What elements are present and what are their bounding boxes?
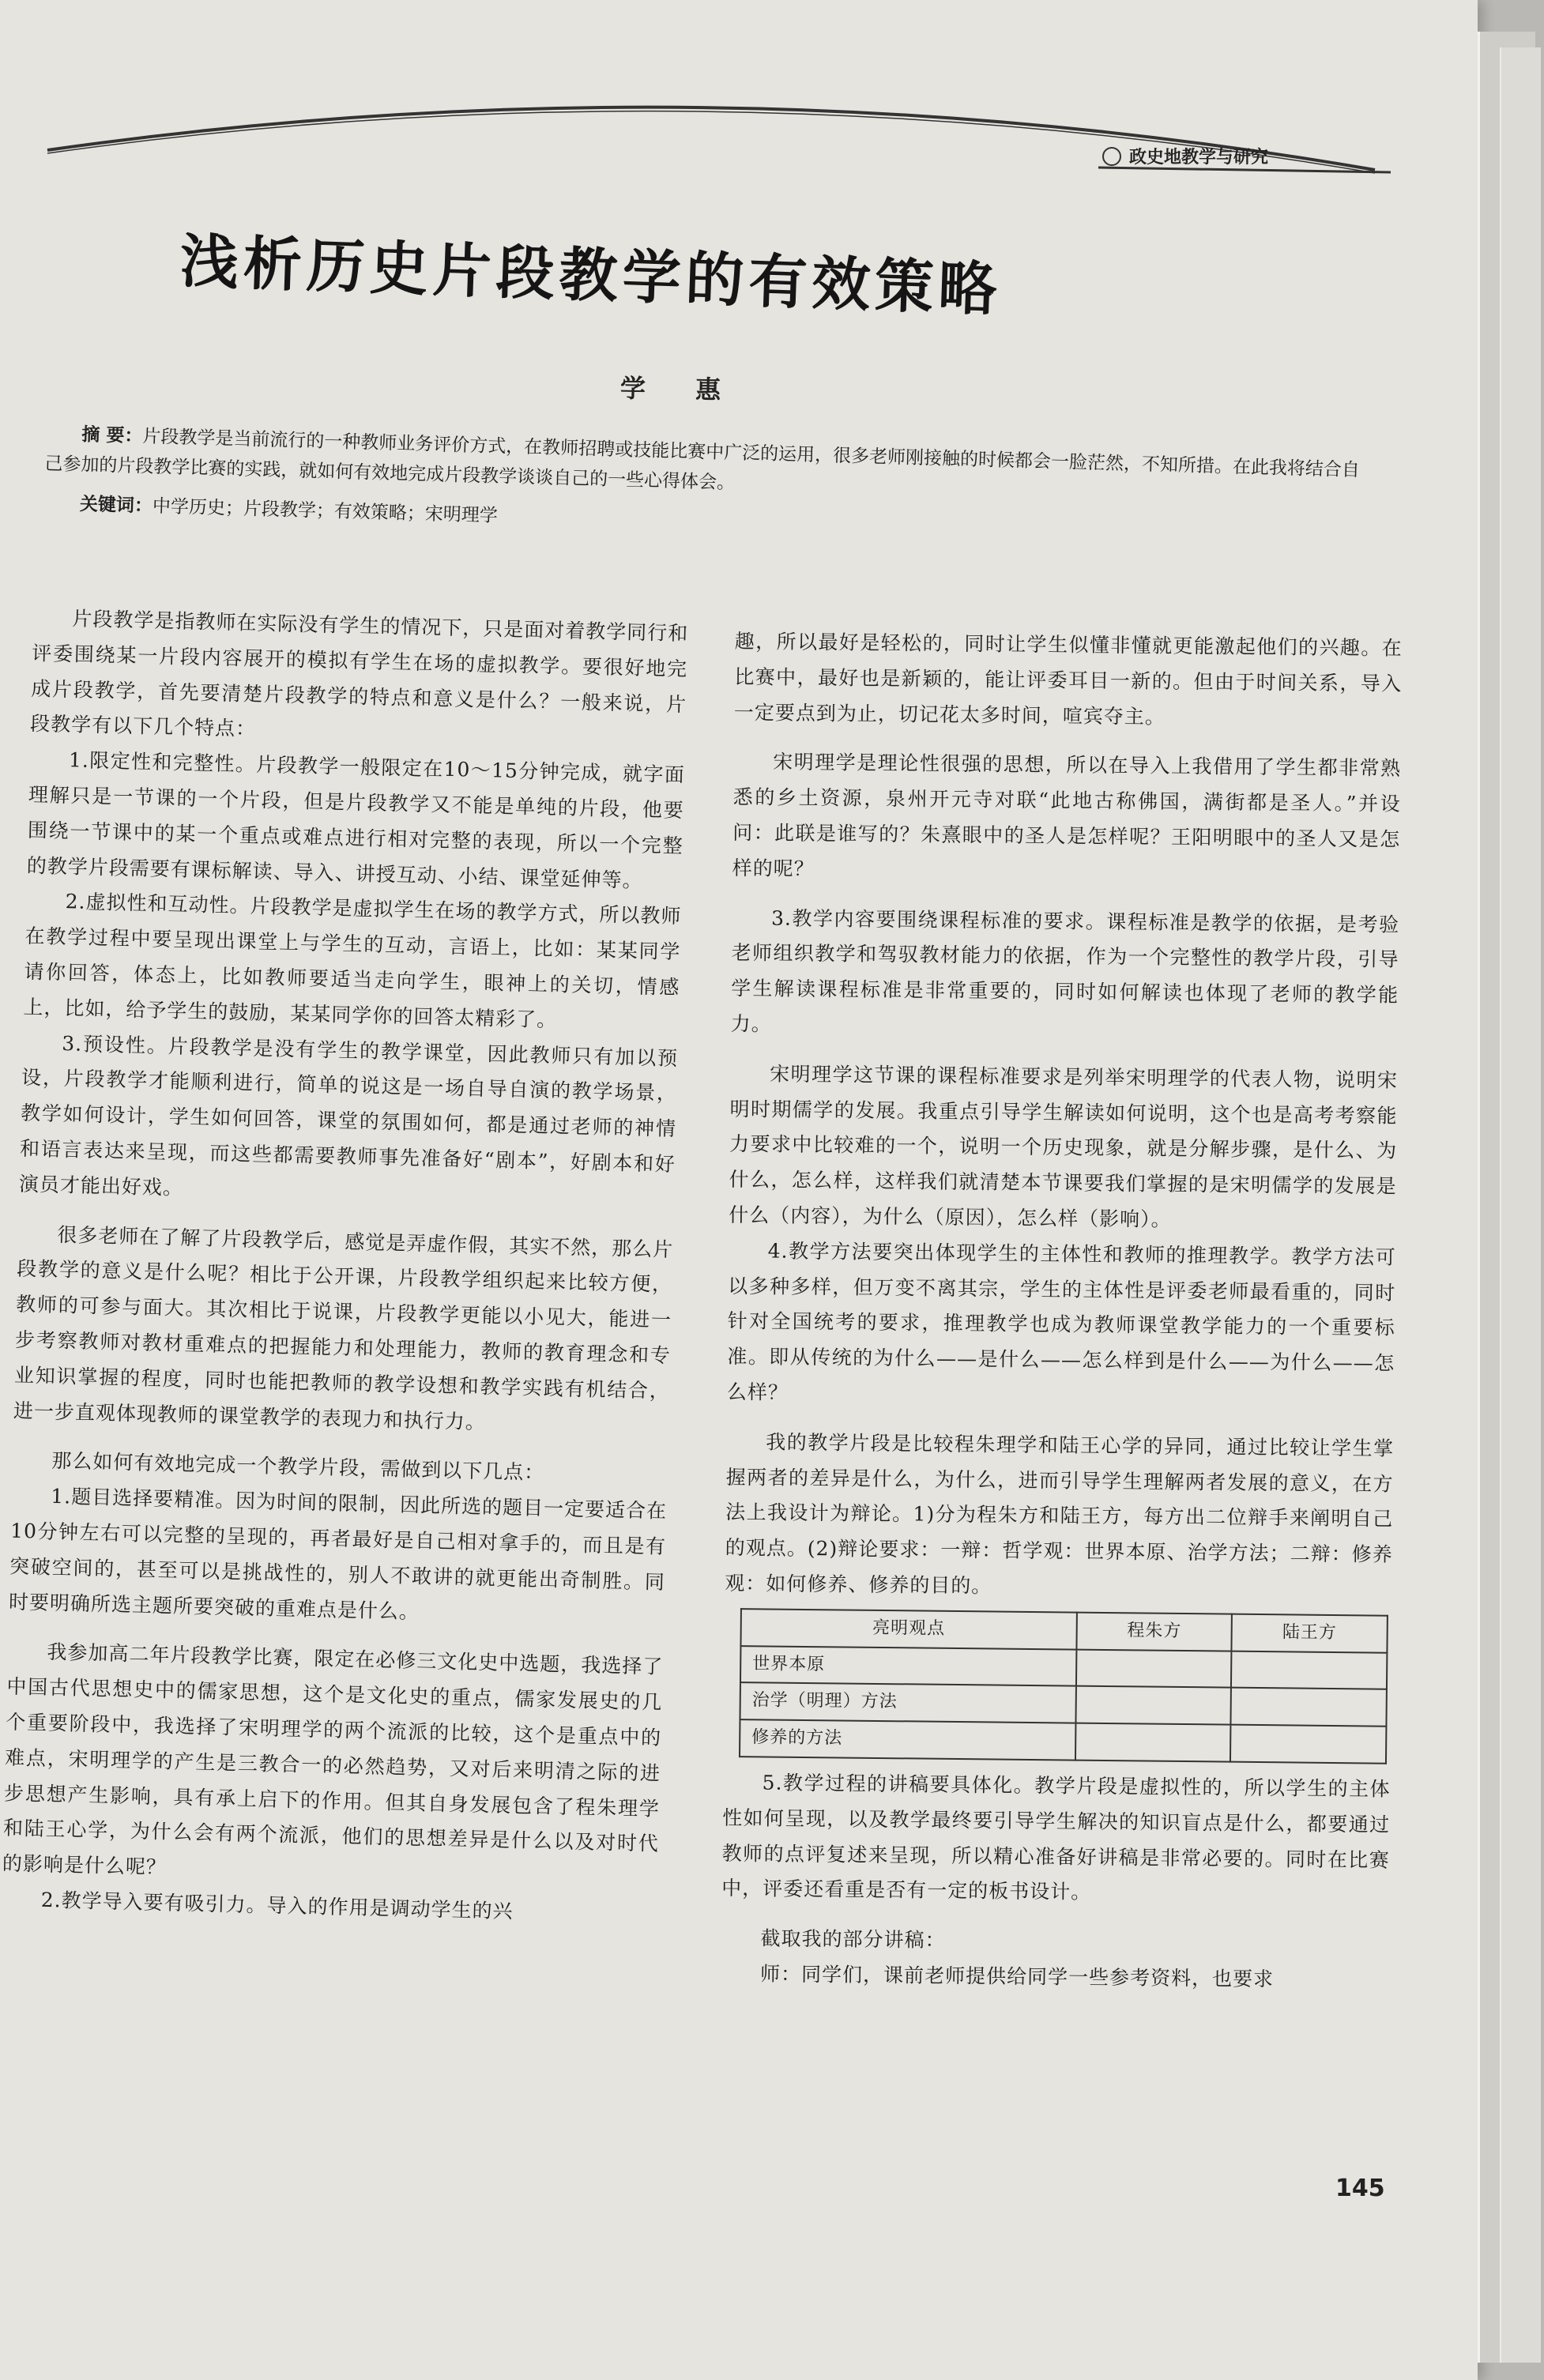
table-header-cell: 程朱方 [1076, 1612, 1232, 1651]
body-paragraph: 趣，所以最好是轻松的，同时让学生似懂非懂就更能激起他们的兴趣。在比赛中，最好也是新颖的，能让评委耳目一新的。但由于时间关系，导入一定要点到为止，切记花太多时间，喧宾夺主。 [733, 629, 1403, 729]
page-stack-edge [1500, 47, 1541, 2363]
comparison-table [739, 1608, 1388, 1764]
body-paragraph: 我参加高二年片段教学比赛，限定在必修三文化史中选题，我选择了中国古代思想史中的儒家思想，这个是文化史的重点，儒家发展史的几个重要阶段中，我选择了宋明理学的两个流派的比较，这个是重点中的难点，宋明理学的产生是三教合一的必然趋势，又对后来明清之际的进步思想产生影响，具有承上启下的作用。但其自身发展包含了程朱理学和陆王心学，为什么会有两个流派，他们的思想差异是什么以及对时代的影响是什么呢？ [2, 1640, 664, 1879]
body-paragraph: 2.教学导入要有吸引力。导入的作用是调动学生的兴 [40, 1888, 514, 1923]
body-paragraph: 2.虚拟性和互动性。片段教学是虚拟学生在场的教学方式，所以教师在教学过程中要呈现出课堂上与学生的互动，言语上，比如：某某同学请你回答，体态上，比如教师要适当走向学生，眼神上的关切，情感上，比如，给予学生的鼓励，某某同学你的回答太精彩了。 [23, 890, 682, 1032]
keywords-label: 关键词： [79, 494, 153, 517]
table-row [740, 1646, 1387, 1689]
table-header-cell: 亮明观点 [740, 1609, 1076, 1649]
circle-icon [1102, 147, 1121, 166]
body-paragraph: 师：同学们，课前老师提供给同学一些参考资料，也要求 [759, 1962, 1275, 1991]
body-paragraph: 片段教学是指教师在实际没有学生的情况下，只是面对着教学同行和评委围绕某一片段内容展开的模拟有学生在场的虚拟教学。要很好地完成片段教学，首先要清楚片段教学的特点和意义是什么？一般来说，片段教学有以下几个特点： [29, 607, 689, 741]
body-paragraph: 很多老师在了解了片段教学后，感觉是弄虚作假，其实不然，那么片段教学的意义是什么呢？相比于公开课，片段教学组织起来比较方便，教师的可参与面大。其次相比于说课，片段教学更能以小见大，能进一步考察教师对教材重难点的把握能力和处理能力，教师的教育理念和专业知识掌握的程度，同时也能把教师的教学设想和教学实践有机结合，进一步直观体现教师的课堂教学的表现力和执行力。 [13, 1222, 674, 1433]
left-column [1, 601, 688, 1933]
abstract-block [43, 419, 1373, 555]
body-paragraph: 我的教学片段是比较程朱理学和陆王心学的异同，通过比较让学生掌握两者的差异是什么，为什么，进而引导学生理解两者发展的意义，在方法上我设计为辩论。1)分为程朱方和陆王方，每方出二位辩手来阐明自己的观点。(2)辩论要求：一辩：哲学观：世界本原、治学方法；二辩：修养观：如何修养、修养的目的。 [725, 1430, 1395, 1598]
body-paragraph: 3.教学内容要围绕课程标准的要求。课程标准是教学的依据，是考验老师组织教学和驾驭教材能力的依据，作为一个完整性的教学片段，引导学生解读课程标准是非常重要的，同时如何解读也体现了老师的教学能力。 [730, 906, 1400, 1036]
body-paragraph: 5.教学过程的讲稿要具体化。教学片段是虚拟性的，所以学生的主体性如何呈现，以及教学最终要引导学生解决的知识盲点是什么，都要通过教师的点评复述来呈现，所以精心准备好讲稿是非常必要的。同时在比赛中，评委还看重是否有一定的板书设计。 [721, 1771, 1391, 1904]
article-author: 学 惠 [619, 373, 742, 405]
body-paragraph: 截取我的部分讲稿： [760, 1926, 946, 1952]
section-header [1102, 144, 1371, 168]
abstract-label: 摘 要： [81, 424, 143, 447]
table-header-cell: 陆王方 [1232, 1614, 1388, 1652]
table-row [740, 1719, 1386, 1763]
table-row-label: 世界本原 [740, 1646, 1076, 1686]
body-paragraph: 宋明理学这节课的课程标准要求是列举宋明理学的代表人物，说明宋明时期儒学的发展。我重点引导学生解读如何说明，这个也是高考考察能力要求中比较难的一个，说明一个历史现象，就是分解步骤，是什么、为什么，怎么样，这样我们就清楚本节课要我们掌握的是宋明儒学的发展是什么（内容），为什么（原因），怎么样（影响）。 [729, 1062, 1399, 1231]
abstract-text: 片段教学是当前流行的一种教师业务评价方式，在教师招聘或技能比赛中广泛的运用，很多老师刚接触的时候都会一脸茫然，不知所措。在此我将结合自己参加的片段教学比赛的实践，就如何有效地完成片段教学谈谈自己的一些心得体会。 [44, 426, 1361, 494]
body-paragraph: 1.限定性和完整性。片段教学一般限定在10～15分钟完成，就字面理解只是一节课的一个片段，但是片段教学又不能是单纯的片段，他要围绕一节课中的某一个重点或难点进行相对完整的表现，所以一个完整的教学片段需要有课标解读、导入、讲授互动、小结、课堂延伸等。 [26, 748, 686, 892]
section-label: 政史地教学与研究 [1129, 148, 1269, 168]
article-title: 浅析历史片段教学的有效策略 [179, 227, 1003, 325]
keywords-text: 中学历史；片段教学；有效策略；宋明理学 [152, 495, 499, 527]
body-paragraph: 1.题目选择要精准。因为时间的限制，因此所选的题目一定要适合在10分钟左右可以完整的呈现的，再者最好是自己相对拿手的，而且是有突破空间的，甚至可以是挑战性的，别人不敢讲的就更能出奇制胜。同时要明确所选主题所要突破的重难点是什么。 [8, 1485, 668, 1623]
body-paragraph: 4.教学方法要突出体现学生的主体性和教师的推理教学。教学方法可以多种多样，但万变不离其宗，学生的主体性是评委老师最看重的，同时针对全国统考的要求，推理教学也成为教师课堂教学能力的一个重要标准。即从传统的为什么——是什么——怎么样到是什么——为什么——怎么样？ [726, 1239, 1396, 1404]
table-row-label: 修养的方法 [740, 1719, 1075, 1760]
body-paragraph: 3.预设性。片段教学是没有学生的教学课堂，因此教师只有加以预设，片段教学才能顺利进行，简单的说这是一场自导自演的教学场景，教学如何设计，学生如何回答，课堂的氛围如何，都是通过老师的神情和语言表达来呈现，而这些都需要教师事先准备好“剧本”，好剧本和好演员才能出好戏。 [18, 1031, 679, 1199]
right-column [721, 624, 1403, 1998]
table-row [740, 1682, 1386, 1726]
header-arc-decoration [0, 0, 1478, 205]
table-header-row [740, 1609, 1387, 1652]
body-paragraph: 宋明理学是理论性很强的思想，所以在导入上我借用了学生都非常熟悉的乡土资源，泉州开元寺对联“此地古称佛国，满街都是圣人。”并设问：此联是谁写的？朱熹眼中的圣人是怎样呢？王阳明眼中的圣人又是怎样的呢？ [732, 750, 1402, 880]
page-number: 145 [1335, 2175, 1385, 2202]
body-paragraph: 那么如何有效地完成一个教学片段，需做到以下几点： [51, 1449, 545, 1485]
table-row-label: 治学（明理）方法 [740, 1682, 1075, 1723]
